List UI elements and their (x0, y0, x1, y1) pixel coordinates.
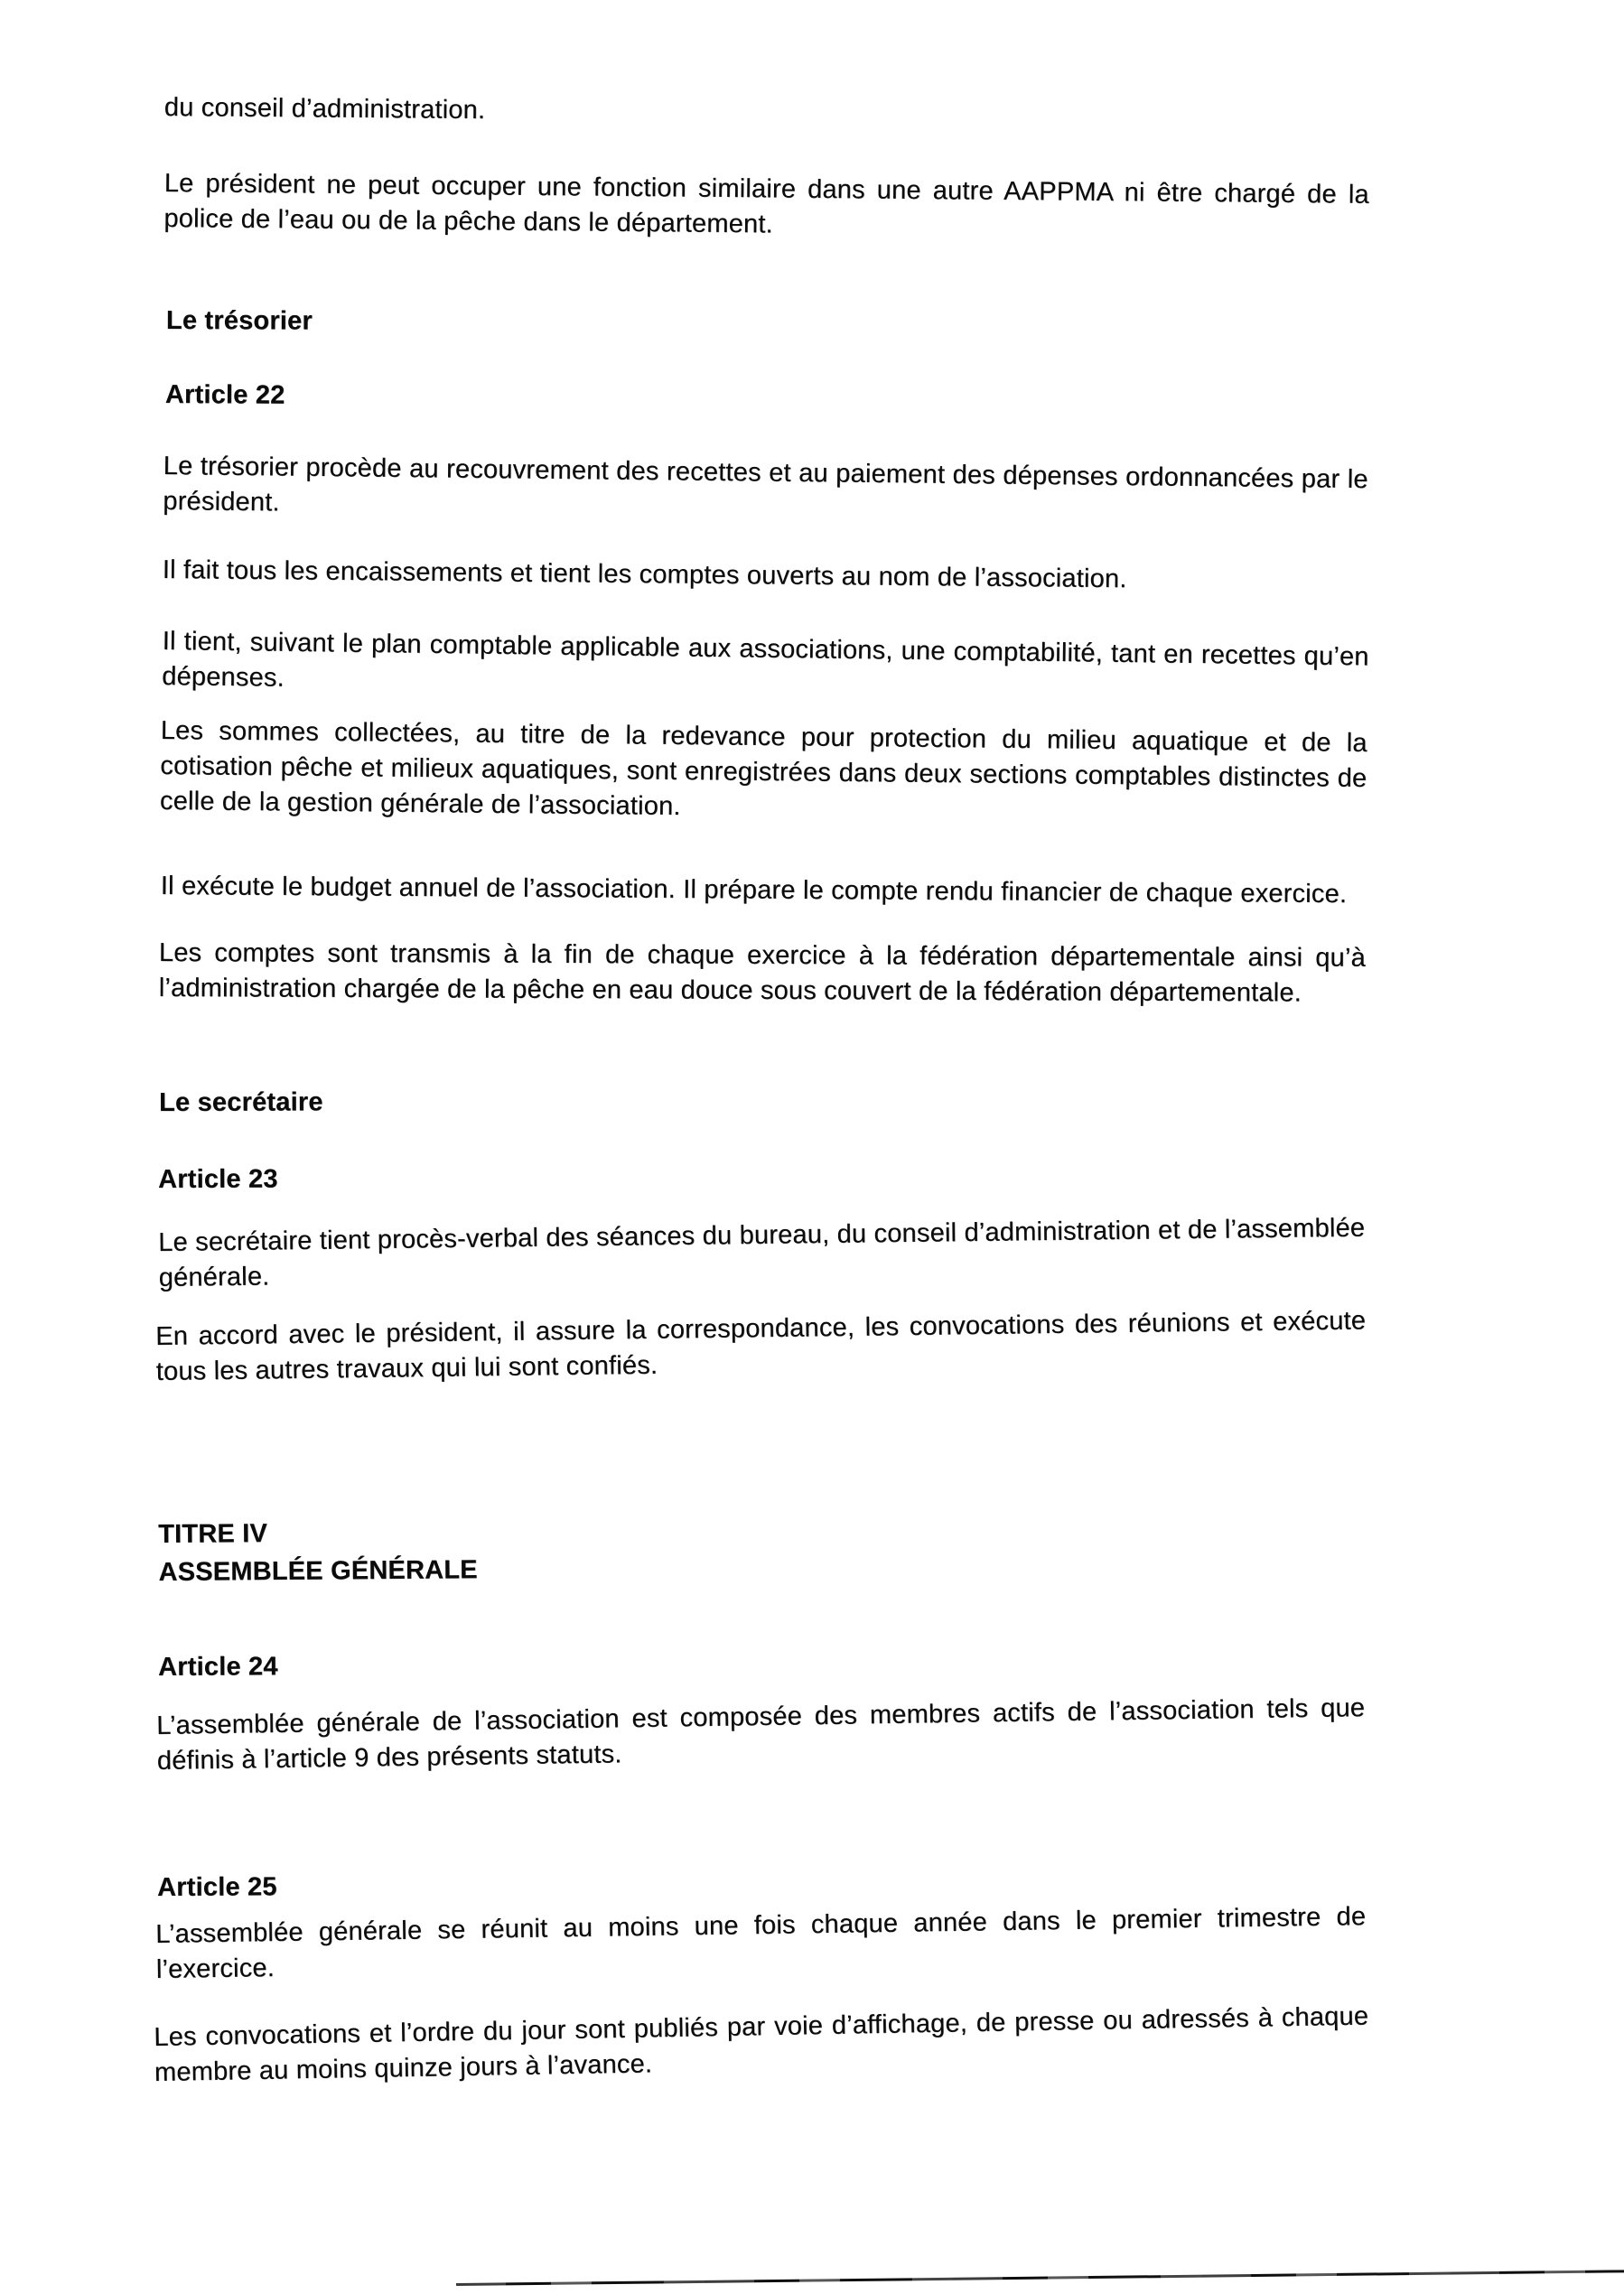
heading-article-22: Article 22 (164, 379, 285, 410)
heading-article-25: Article 25 (157, 1872, 277, 1902)
paragraph-tresorier-encaissements: Il fait tous les encaissements et tient les comptes ouverts au nom de l’association. (162, 555, 1127, 594)
paragraph-assemblee-composition: L’assemblée générale de l’association est composée des membres actifs de l’association tels que définis à l’article 9 des présents statuts. (156, 1693, 1366, 1776)
paragraph-tresorier-plan-comptable: Il tient, suivant le plan comptable applicable aux associations, une comptabilité, tant en recettes qu’en dépenses. (162, 626, 1369, 693)
paragraph-tresorier-comptes-transmis: Les comptes sont transmis à la fin de chaque exercice à la fédération départementale ainsi qu’à l’administration chargée de la pêche en eau douce sous couvert de la fédération départementale. (158, 938, 1366, 1008)
orphan-sentence-end: du conseil d’administration. (163, 92, 486, 126)
heading-titre-iv (158, 1511, 791, 1591)
paragraph-tresorier-recouvrement: Le trésorier procède au recouvrement des recettes et au paiement des dépenses ordonnancées par le président. (163, 451, 1368, 518)
paragraph-convocations: Les convocations et l’ordre du jour sont publiés par voie d’affichage, de presse ou adressés à chaque membre au moins quinze jours à l’avance. (154, 2001, 1369, 2087)
paragraph-president-restriction: Le président ne peut occuper une fonction similaire dans une autre AAPPMA ni être chargé de la police de l’eau ou de la pêche dans le département. (163, 168, 1369, 239)
paragraph-secretaire-correspondance: En accord avec le président, il assure la correspondance, les convocations des réunions et exécute tous les autres travaux qui lui sont confiés. (155, 1306, 1367, 1386)
titre-iv-line: TITRE IV (158, 1519, 268, 1549)
assemblee-generale-line: ASSEMBLÉE GÉNÉRALE (158, 1555, 478, 1587)
heading-article-23: Article 23 (158, 1164, 278, 1194)
heading-article-24: Article 24 (158, 1652, 278, 1682)
paragraph-secretaire-proces-verbal: Le secrétaire tient procès-verbal des séances du bureau, du conseil d’administration et de l’assemblée générale. (158, 1213, 1366, 1292)
paragraph-tresorier-budget-annuel: Il exécute le budget annuel de l’association. Il prépare le compte rendu financier de chaque exercice. (160, 871, 1348, 909)
heading-le-secretaire: Le secrétaire (159, 1087, 323, 1117)
paragraph-tresorier-sommes-collectees: Les sommes collectées, au titre de la redevance pour protection du milieu aquatique et de la cotisation pêche et milieux aquatiques, sont enregistrées dans deux sections comptables distinctes de celle de la gestion générale de l’association. (159, 715, 1367, 822)
heading-le-tresorier: Le trésorier (165, 305, 313, 336)
paragraph-assemblee-reunion: L’assemblée générale se réunit au moins une fois chaque année dans le premier trimestre de l’exercice. (155, 1902, 1367, 1984)
footer-separator-line (456, 2270, 1624, 2286)
